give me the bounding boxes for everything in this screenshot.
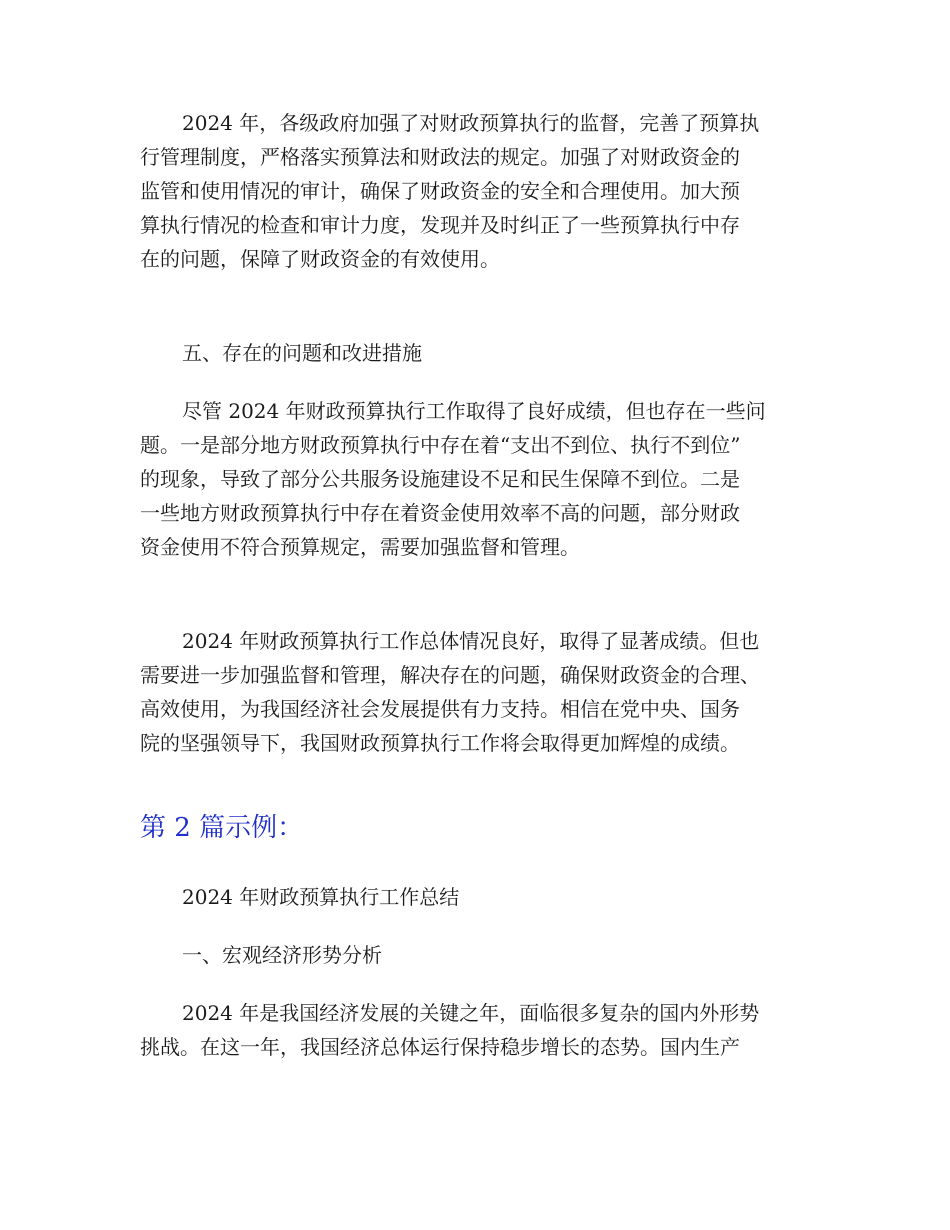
text-line: 尽管 2024 年财政预算执行工作取得了良好成绩，但也存在一些问	[182, 399, 766, 423]
text-line: 的现象，导致了部分公共服务设施建设不足和民生保障不到位。二是	[140, 467, 740, 491]
text-line: 算执行情况的检查和审计力度，发现并及时纠正了一些预算执行中存	[140, 213, 740, 237]
text-line: 题。一是部分地方财政预算执行中存在着“支出不到位、执行不到位”	[140, 433, 741, 457]
text-line: 挑战。在这一年，我国经济总体运行保持稳步增长的态势。国内生产	[140, 1035, 740, 1059]
paragraph-macro	[140, 996, 820, 1064]
text-line: 五、存在的问题和改进措施	[182, 341, 422, 365]
paragraph-supervision	[140, 106, 820, 276]
text-line: 2024 年财政预算执行工作总体情况良好，取得了显著成绩。但也	[182, 629, 760, 653]
paragraph-problems	[140, 394, 820, 564]
text-line: 2024 年是我国经济发展的关键之年，面临很多复杂的国内外形势	[182, 1001, 760, 1025]
section-title-problems	[140, 336, 820, 370]
text-line: 需要进一步加强监督和管理，解决存在的问题，确保财政资金的合理、	[140, 663, 760, 687]
document-title-line	[140, 880, 820, 914]
text-line: 监管和使用情况的审计，确保了财政资金的安全和合理使用。加大预	[140, 179, 740, 203]
text-line: 一、宏观经济形势分析	[182, 943, 382, 967]
text-line: 2024 年，各级政府加强了对财政预算执行的监督，完善了预算执	[182, 111, 760, 135]
text-line: 院的坚强领导下，我国财政预算执行工作将会取得更加辉煌的成绩。	[140, 731, 740, 755]
section-heading-example-2: 第 2 篇示例：	[140, 813, 304, 843]
text-line: 高效使用，为我国经济社会发展提供有力支持。相信在党中央、国务	[140, 697, 740, 721]
text-line: 行管理制度，严格落实预算法和财政法的规定。加强了对财政资金的	[140, 145, 740, 169]
section-title-macro	[140, 938, 820, 972]
paragraph-conclusion	[140, 624, 820, 760]
text-line: 一些地方财政预算执行中存在着资金使用效率不高的问题，部分财政	[140, 501, 740, 525]
text-line: 资金使用不符合预算规定，需要加强监督和管理。	[140, 535, 580, 559]
text-line: 2024 年财政预算执行工作总结	[182, 885, 460, 909]
text-line: 在的问题，保障了财政资金的有效使用。	[140, 247, 500, 271]
